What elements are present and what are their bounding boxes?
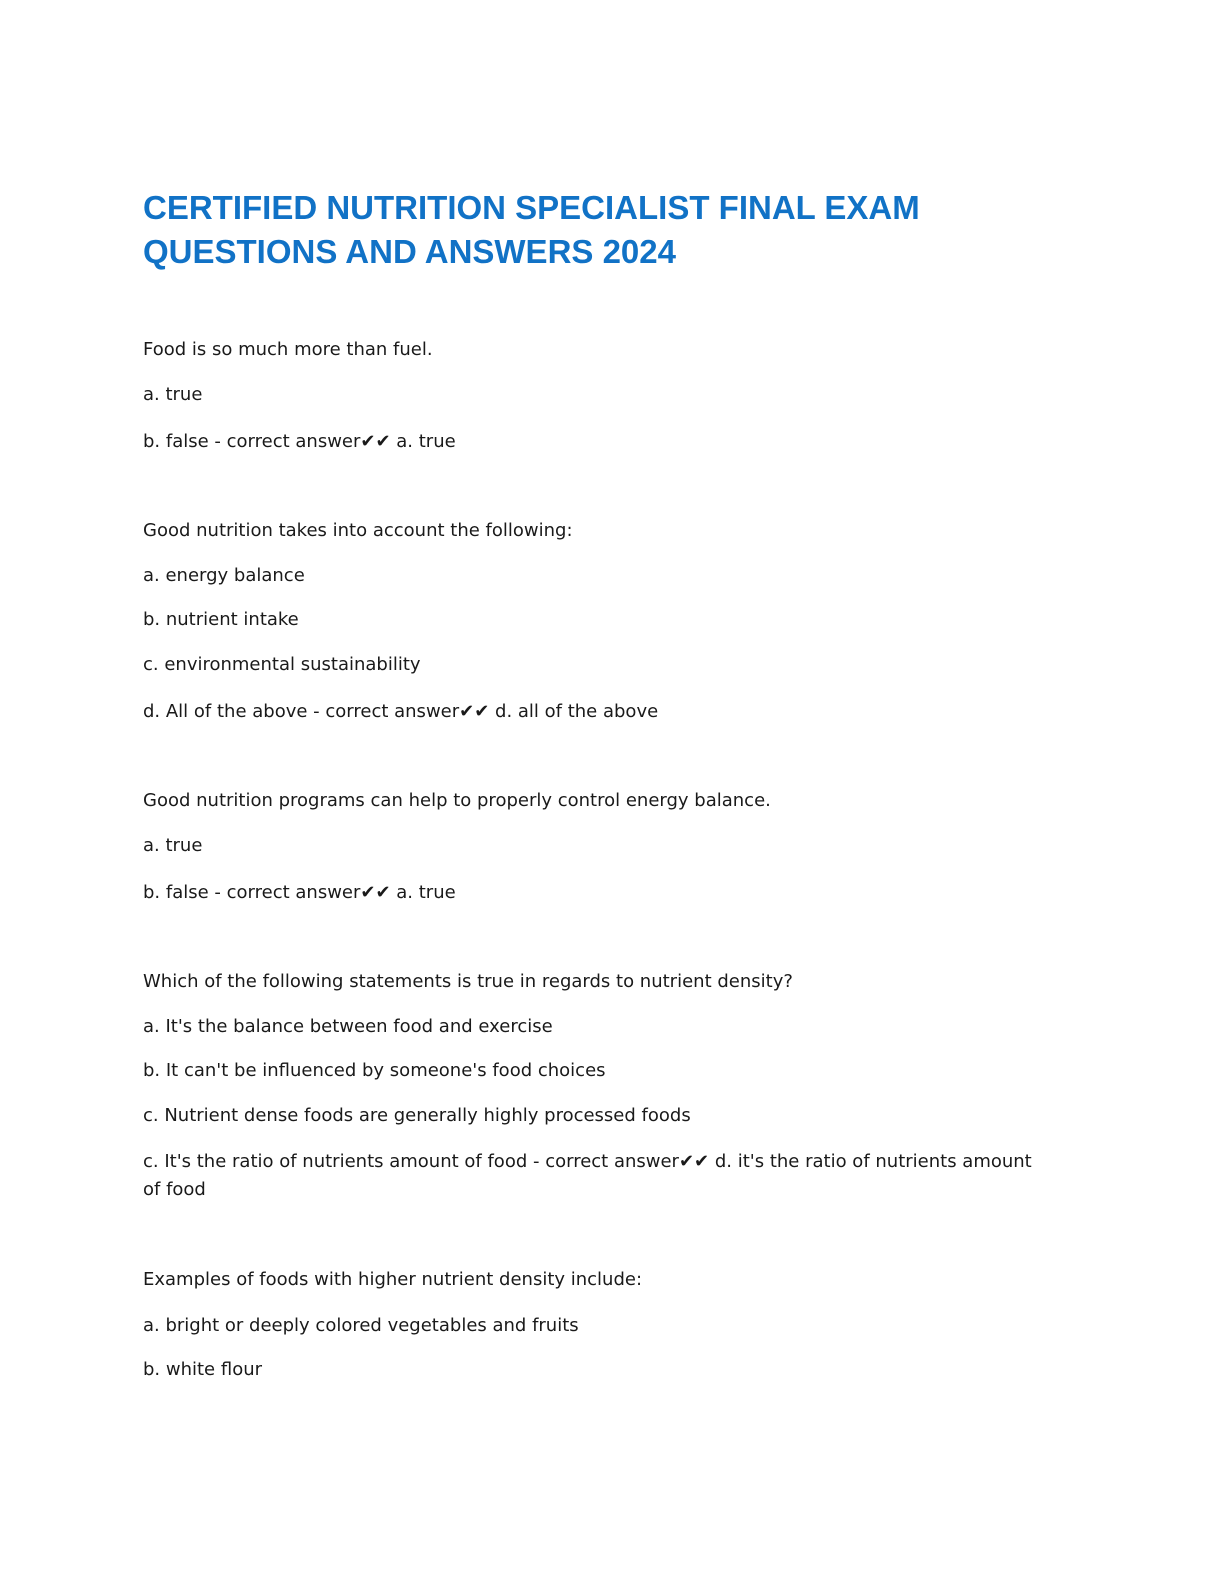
question-2-option-b: b. nutrient intake <box>143 609 299 630</box>
question-4-option-a: a. It's the balance between food and exercise <box>143 1016 553 1037</box>
question-2: Good nutrition takes into account the following: <box>143 520 573 541</box>
title-line-1: CERTIFIED NUTRITION SPECIALIST FINAL EXAM <box>143 189 920 226</box>
question-3: Good nutrition programs can help to properly control energy balance. <box>143 790 771 811</box>
title-line-2: QUESTIONS AND ANSWERS 2024 <box>143 233 676 270</box>
question-4-option-d-answer: c. It's the ratio of nutrients amount of food - correct answer✔✔ d. it's the ratio of nutrients amount of food <box>143 1151 1032 1200</box>
question-2-option-c: c. environmental sustainability <box>143 654 421 675</box>
document-title <box>143 186 1043 274</box>
question-5-option-b: b. white flour <box>143 1359 263 1380</box>
question-4: Which of the following statements is true in regards to nutrient density? <box>143 971 793 992</box>
document-page <box>143 0 1063 1584</box>
question-1-option-a: a. true <box>143 384 203 405</box>
question-5-option-a: a. bright or deeply colored vegetables and fruits <box>143 1315 579 1336</box>
question-1-option-b-answer: b. false - correct answer✔✔ a. true <box>143 431 456 452</box>
question-4-option-c: c. Nutrient dense foods are generally highly processed foods <box>143 1105 691 1126</box>
question-3-option-a: a. true <box>143 835 203 856</box>
question-3-option-b-answer: b. false - correct answer✔✔ a. true <box>143 882 456 903</box>
question-2-option-a: a. energy balance <box>143 565 305 586</box>
question-2-option-d-answer: d. All of the above - correct answer✔✔ d. all of the above <box>143 701 659 722</box>
question-5: Examples of foods with higher nutrient density include: <box>143 1269 643 1290</box>
question-1: Food is so much more than fuel. <box>143 339 433 360</box>
question-4-option-b: b. It can't be influenced by someone's food choices <box>143 1060 606 1081</box>
